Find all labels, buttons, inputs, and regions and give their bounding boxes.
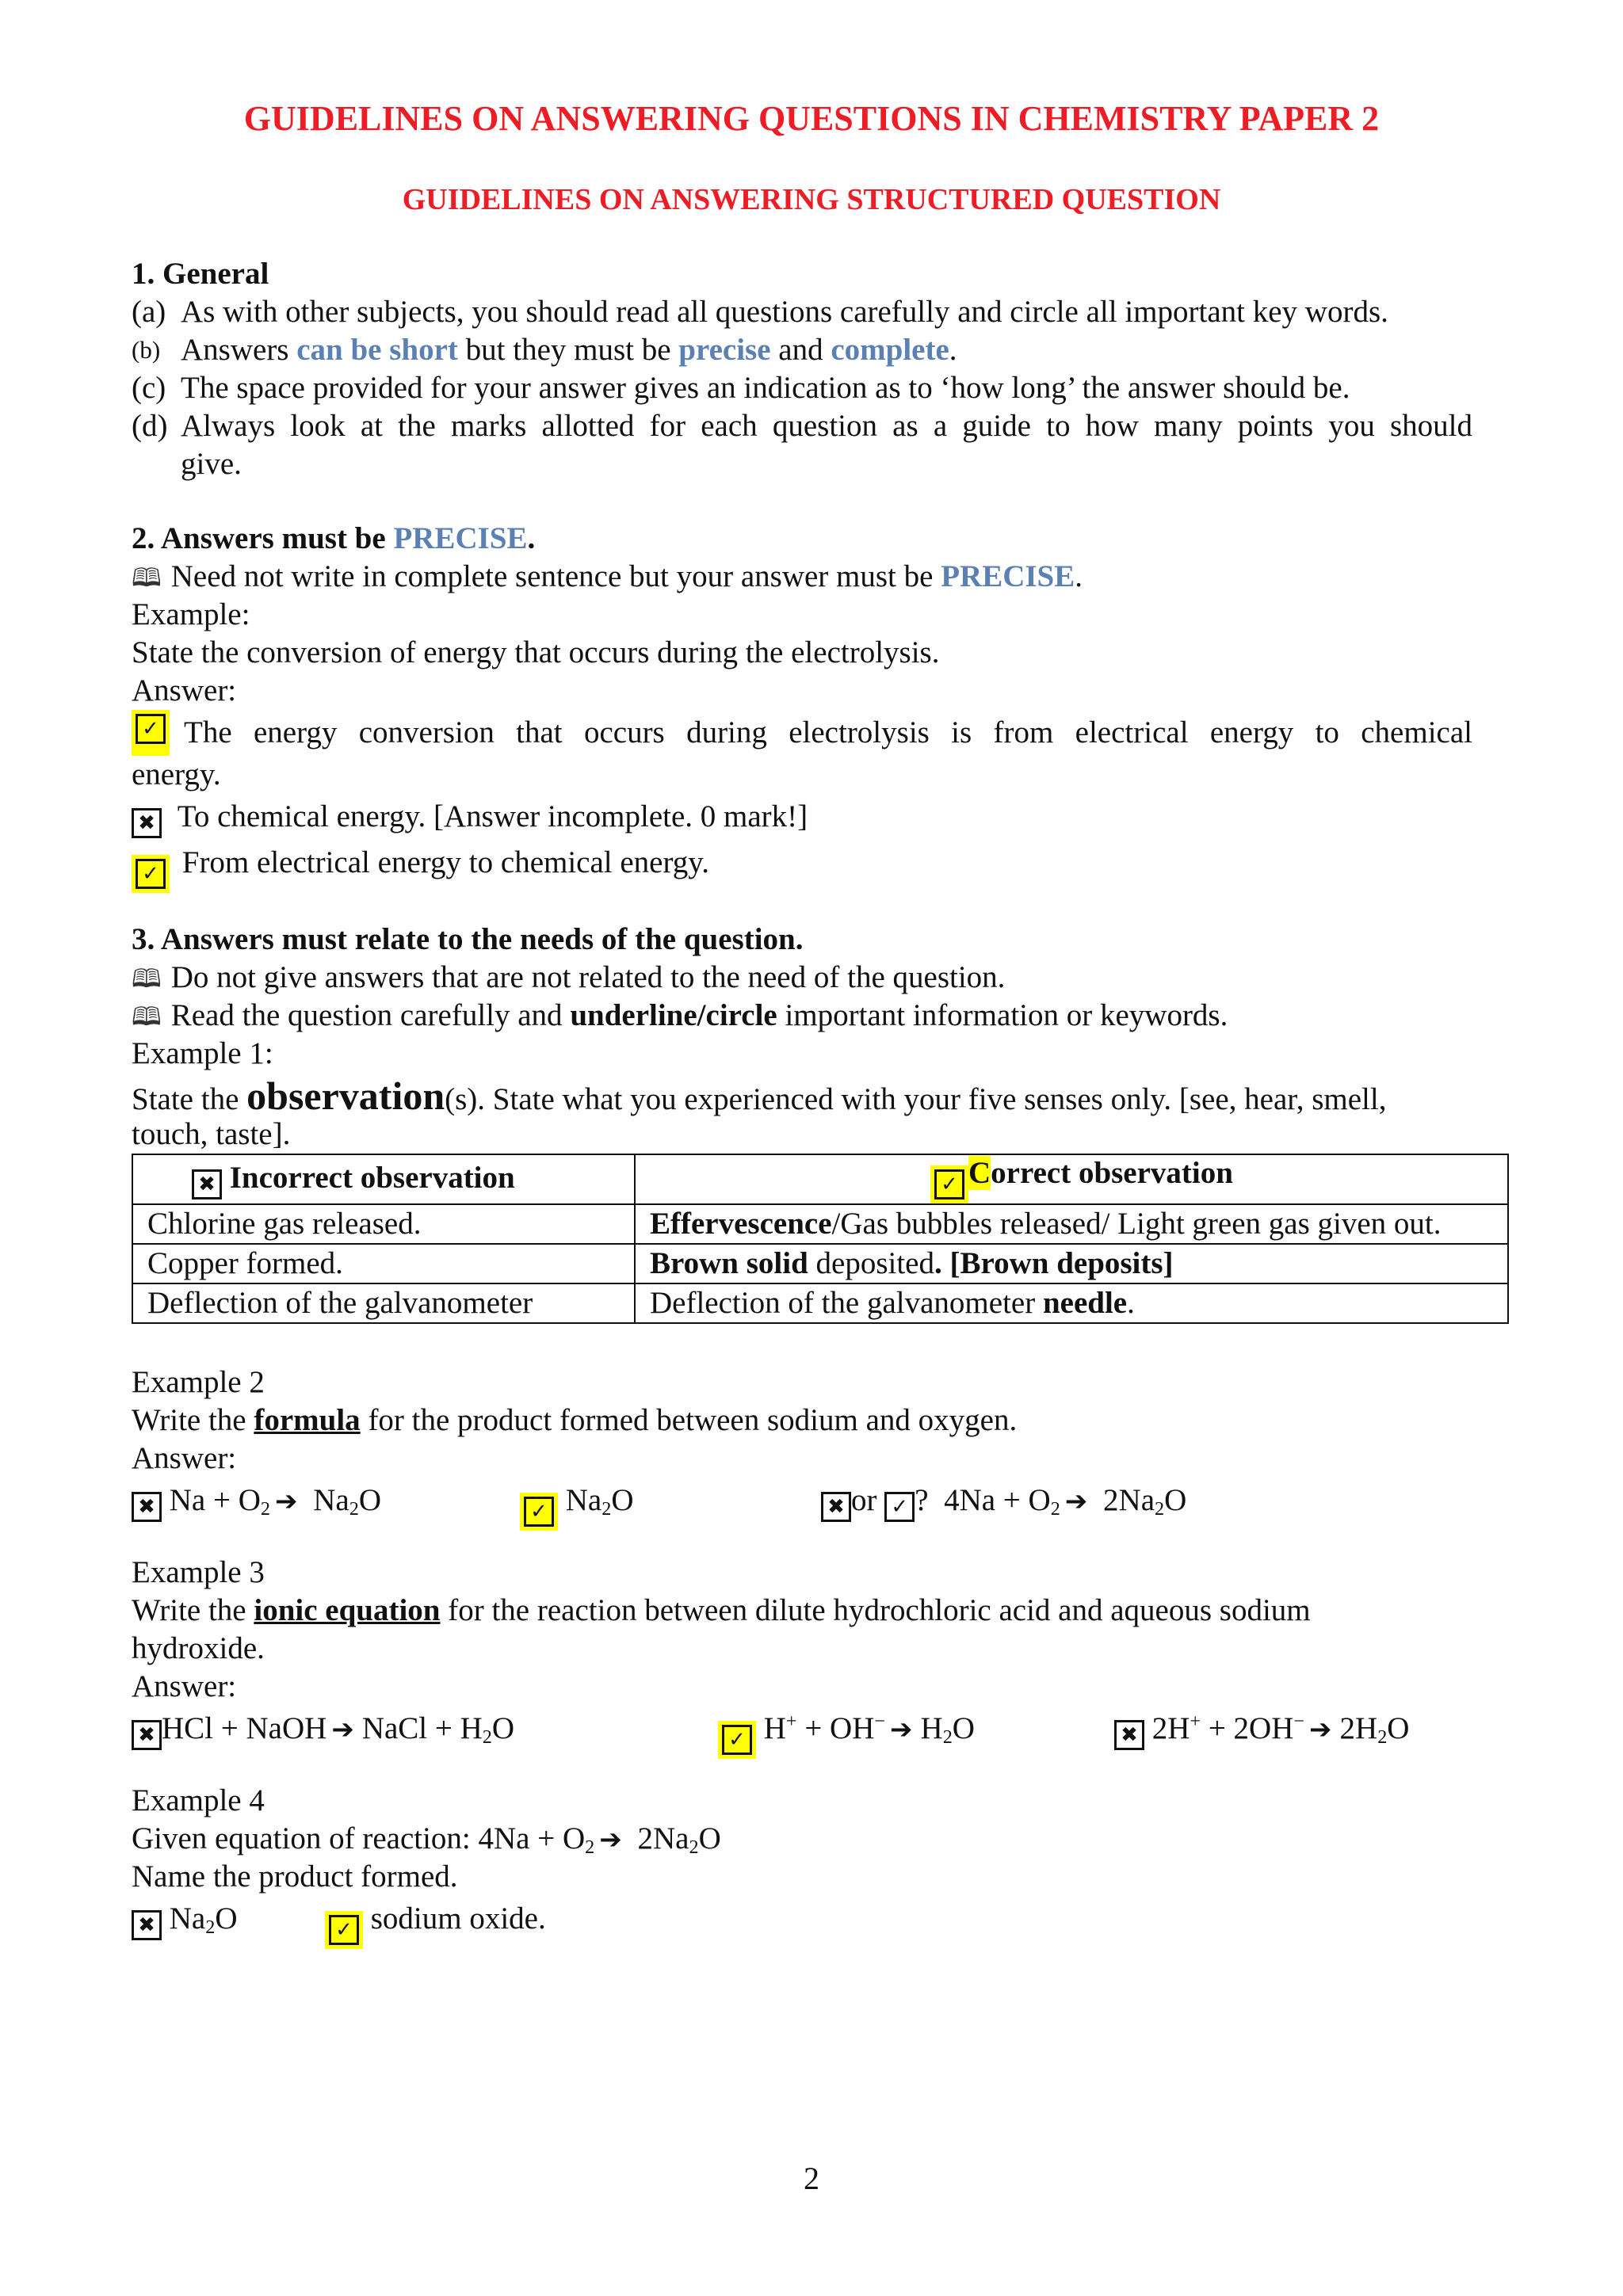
list-item-c: (c) The space provided for your answer gives an indication as to ‘how long’ the answer should be.: [132, 371, 1350, 405]
example-question: State the conversion of energy that occurs during the electrolysis.: [132, 635, 940, 669]
cross-icon: ✖: [132, 1910, 162, 1940]
example4-instruction: Name the product formed.: [132, 1859, 458, 1894]
check-icon: ✓: [722, 1725, 752, 1755]
answer-label: Answer:: [132, 673, 237, 707]
example1-label: Example 1:: [132, 1036, 273, 1070]
list-item-b: (b) Answers can be short but they must be precise and complete.: [132, 333, 957, 367]
list-item-a: (a) As with other subjects, you should read all questions carefully and circle all important key words.: [132, 295, 1388, 329]
check-icon: ✓: [136, 859, 166, 889]
list-item-d-cont: give.: [181, 447, 242, 481]
example3-answers: [132, 1706, 1472, 1752]
section1-heading: 1. General: [132, 257, 269, 291]
example2-answer-label: Answer:: [132, 1441, 237, 1475]
highlight: [930, 1165, 968, 1203]
cross-icon: ✖: [132, 1720, 162, 1750]
section3-note-2: 🕮 Read the question carefully and underline/circle important information or keywords.: [132, 998, 1228, 1032]
cross-icon: ✖: [1114, 1720, 1144, 1750]
answer-3: ✓ From electrical energy to chemical energy.: [132, 840, 1472, 886]
list-item-d: (d) Always look at the marks allotted for each question as a guide to how many points you should: [132, 409, 1472, 443]
highlight: [520, 1493, 558, 1531]
highlight: [132, 710, 170, 756]
wrong-answer: ✖ HCl + NaOH ➔ NaCl + $H_2O$: [132, 1706, 514, 1753]
example1-question: State the observation(s). State what you experienced with your five senses only. [see, hear, smell,: [132, 1074, 1387, 1118]
table-header-row: [132, 1154, 1508, 1204]
example-label: Example:: [132, 597, 250, 631]
check-icon: ✓: [884, 1492, 915, 1522]
section3-note-1: 🕮 Do not give answers that are not related to the need of the question.: [132, 960, 1006, 994]
highlight: [325, 1911, 363, 1949]
section2-note: 🕮 Need not write in complete sentence but your answer must be PRECISE.: [132, 559, 1083, 593]
book-icon: 🕮: [132, 963, 162, 994]
example4-given: Given equation of reaction: $4Na + O_2$ ➔ $2Na_2O$: [132, 1821, 721, 1858]
table-row: Copper formed. Brown solid deposited. [Brown deposits]: [132, 1244, 1508, 1283]
arrow-icon: ➔: [1064, 1486, 1088, 1517]
check-icon: ✓: [136, 714, 166, 744]
book-icon: 🕮: [132, 563, 162, 593]
example2-label: Example 2: [132, 1365, 265, 1399]
section3-heading: 3. Answers must relate to the needs of the question.: [132, 922, 804, 956]
answer-1: ✓ The energy conversion that occurs during electrolysis is from electrical energy to chemical: [132, 710, 1472, 756]
example2-answers: [132, 1478, 1472, 1524]
correct-answer: ✓ H+ + OH− ➔ $H_2O$: [718, 1706, 975, 1759]
highlight: [718, 1721, 756, 1759]
example3-answer-label: Answer:: [132, 1669, 237, 1703]
observation-table: [132, 1154, 1509, 1324]
arrow-icon: ➔: [599, 1824, 622, 1855]
example1-question-cont: touch, taste].: [132, 1117, 291, 1151]
cross-icon: ✖: [821, 1492, 851, 1522]
example3-question-cont: hydroxide.: [132, 1631, 265, 1665]
incorrect-header: ✖ Incorrect observation: [132, 1154, 635, 1204]
answer-1-cont: energy.: [132, 757, 221, 791]
example4-answers: [132, 1896, 1472, 1942]
section2-heading: 2. Answers must be PRECISE.: [132, 521, 536, 555]
correct-answer: ✓ $Na_2O$: [520, 1478, 634, 1531]
table-row: Deflection of the galvanometer Deflection of the galvanometer needle.: [132, 1283, 1508, 1323]
correct-header: ✓ Correct observation: [635, 1154, 1508, 1204]
cross-icon: ✖: [192, 1169, 222, 1199]
page-subtitle: GUIDELINES ON ANSWERING STRUCTURED QUESTION: [402, 183, 1221, 216]
arrow-icon: ➔: [331, 1714, 354, 1745]
page-title: GUIDELINES ON ANSWERING QUESTIONS IN CHEMISTRY PAPER 2: [243, 99, 1380, 138]
answer-2: ✖ To chemical energy. [Answer incomplete. 0 mark!]: [132, 794, 1472, 840]
arrow-icon: ➔: [274, 1486, 298, 1517]
cross-icon: ✖: [132, 808, 162, 838]
arrow-icon: ➔: [1309, 1714, 1332, 1745]
example3-label: Example 3: [132, 1555, 265, 1589]
table-row: Chlorine gas released. Effervescence/Gas bubbles released/ Light green gas given out.: [132, 1204, 1508, 1244]
wrong-answer: ✖ $Na_2O$: [132, 1896, 238, 1942]
correct-answer: ✓ sodium oxide.: [325, 1896, 546, 1949]
highlight: [132, 855, 170, 893]
cross-icon: ✖: [132, 1492, 162, 1522]
check-icon: ✓: [934, 1169, 964, 1199]
example4-label: Example 4: [132, 1783, 265, 1817]
check-icon: ✓: [524, 1497, 554, 1527]
content: [132, 255, 1472, 1942]
book-icon: 🕮: [132, 1001, 162, 1032]
check-icon: ✓: [329, 1915, 359, 1945]
page-number: 2: [804, 2161, 819, 2196]
example3-question: Write the ionic equation for the reaction between dilute hydrochloric acid and aqueous sodium: [132, 1593, 1311, 1627]
wrong-answer-2: ✖ 2H+ + 2OH− ➔ $2H_2O$: [1114, 1706, 1409, 1753]
wrong-answer: ✖ $Na + O_2$ ➔ $Na_2O$: [132, 1478, 381, 1524]
example2-question: Write the formula for the product formed between sodium and oxygen.: [132, 1403, 1018, 1437]
arrow-icon: ➔: [890, 1714, 913, 1745]
ambiguous-answer: ✖ or ✓ ? $4Na + O_2$ ➔ $2Na_2O$: [821, 1478, 1186, 1524]
